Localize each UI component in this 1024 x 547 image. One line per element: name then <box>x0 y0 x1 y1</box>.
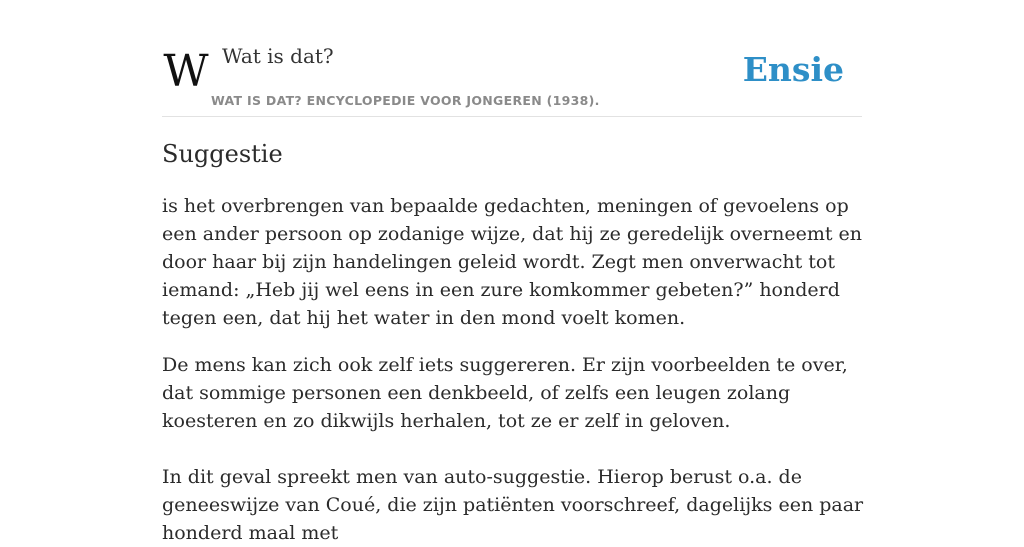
source-subtitle: WAT IS DAT? ENCYCLOPEDIE VOOR JONGEREN (1938). <box>211 93 600 108</box>
svg-text:W: W <box>163 46 209 97</box>
entry-paragraph: In dit geval spreekt men van auto-suggestie. Hierop berust o.a. de geneeswijze van Coué, die zijn patiënten voorschreef, dagelijks een paar honderd maal met <box>162 466 864 544</box>
entry-title: Suggestie <box>162 140 283 168</box>
source-header <box>162 0 862 117</box>
entry-paragraph: is het overbrengen van bepaalde gedachten, meningen of gevoelens op een ander persoon op zodanige wijze, dat hij ze geredelijk overneemt en door haar bij zijn handelingen geleid wordt. Zegt men onverwacht tot iemand: „Heb jij wel eens in een zure komkommer gebeten?” honderd tegen een, dat hij het water in den mond voelt komen. <box>162 195 862 329</box>
w-logo-icon[interactable] <box>163 46 209 97</box>
entry-paragraph: De mens kan zich ook zelf iets suggereren. Er zijn voorbeelden te over, dat sommige personen een denkbeeld, of zelfs een leugen zolang koesteren en zo dikwijls herhalen, tot ze er zelf in geloven. <box>162 354 848 432</box>
ensie-logo[interactable]: Ensie <box>742 50 844 89</box>
article-page <box>162 0 864 544</box>
source-title[interactable]: Wat is dat? <box>222 44 334 68</box>
